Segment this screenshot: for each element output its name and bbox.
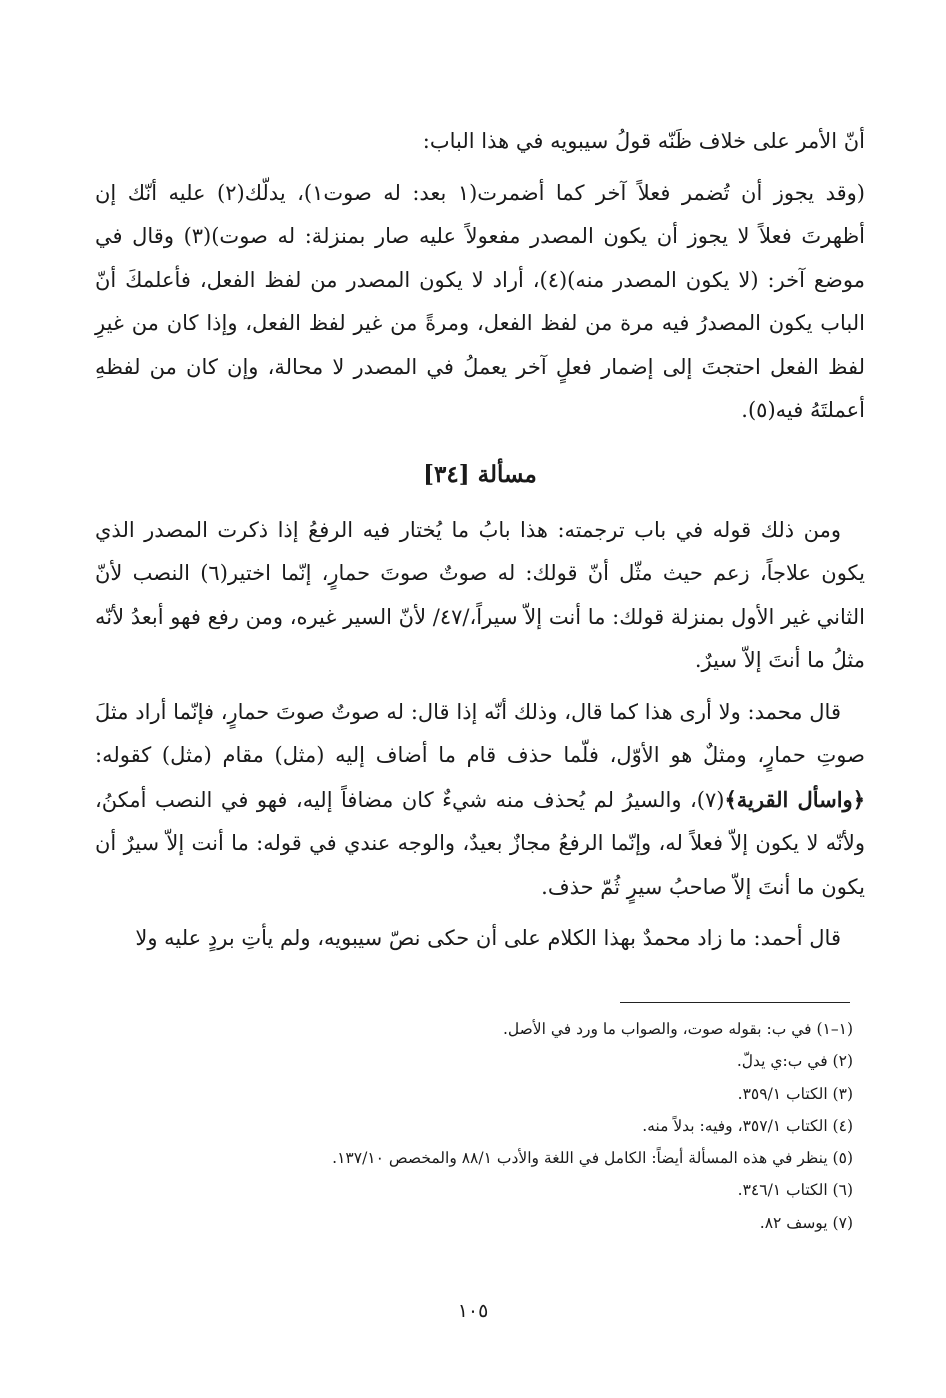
paragraph-2-end: (٧)، والسيرُ لم يُحذف منه شيءٌ كان مضافاً إليه، فهو في النصب أمكنُ، ولأنّه لا يكون إلاّ فعلاً له، وإنّما الرفعُ مجازٌ بعيدٌ، والوجه عندي في قوله: ما أنت إلاّ سيرٌ أن يكون ما أنتَ إلاّ صاحبُ سيرٍ ثُمّ حذف.	[95, 787, 865, 899]
footnote-item: (٣) الكتاب ٣٥٩/١.	[737, 1084, 853, 1103]
footnote-item: (٢) في ب:ي يدلّ.	[736, 1052, 853, 1071]
paragraph-1: ومن ذلك قوله في باب ترجمته: هذا بابُ ما يُختار فيه الرفعُ إذا ذكرت المصدر الذي يكون علاجاً، زعم حيث مثّل أنّ قولك: له صوتٌ صوتَ حمارٍ، إنّما اختير(٦) النصب لأنّ الثاني غير الأول بمنزلة قولك: ما أنت إلاّ سيراً،/٤٧/ لأنّ السير غيره، ومن رفع فهو أبعدُ لأنّه مثلُ ما أنتَ إلاّ سيرٌ.	[95, 517, 866, 672]
footnote-item: (٦) الكتاب ٣٤٦/١.	[737, 1181, 853, 1200]
quoted-passage: (وقد يجوز أن تُضمر فعلاً آخر كما أضمرت(١ بعد: له صوت١)، يدلّك(٢) عليه أنّك إن أظهرتَ فعلاً لا يجوز أن يكون المصدر مفعولاً عليه صار بمنزلة: له صوت)(٣) وقال في موضع آخر: (لا يكون المصدر منه)(٤)، أراد لا يكون المصدر من لفظ الفعل، فأعلمكَ أنّ الباب يكون المصدرُ فيه مرة من لفظ الفعل، ومرةً من غير لفظ الفعل، وإذا كان من غيرِ لفظ الفعل احتجتَ إلى إضمار فعلٍ آخر يعملُ في المصدر لا محالة، وإن كان من لفظهِ أعملتَهُ فيه(٥).	[95, 180, 865, 422]
footnotes	[95, 1013, 865, 1239]
intro-line: أنّ الأمر على خلاف ظَنّه قولُ سيبويه في هذا الباب:	[422, 129, 865, 153]
footnote-item: (٤) الكتاب ٣٥٧/١، وفيه: بدلاً منه.	[642, 1116, 853, 1135]
paragraph-2-start: قال محمد: ولا أرى هذا كما قال، وذلك أنّه إذا قال: له صوتٌ صوتَ حمارٍ، فإنّما أراد مثلَ صوتِ حمارٍ، ومثلٌ هو الأوّل، فلّما حذف قام ما أضاف إليه (مثل) مقام (مثل) كقوله:	[95, 699, 865, 767]
main-text	[95, 120, 865, 961]
footnote-item: (٥) ينظر في هذه المسألة أيضاً: الكامل في اللغة والأدب ٨٨/١ والمخصص ١٣٧/١٠.	[332, 1149, 853, 1168]
quran-citation: ﴿واسأل القرية﴾	[724, 786, 865, 812]
section-heading: مسألة [٣٤]	[423, 460, 537, 488]
page-number: ١٠٥	[457, 1300, 489, 1322]
footnote-separator	[620, 1002, 850, 1003]
paragraph-2	[95, 691, 865, 910]
footnote-item: (٧) يوسف ٨٢.	[759, 1213, 853, 1232]
footnote-item: (١–١) في ب: بقوله صوت، والصواب ما ورد في الأصل.	[502, 1020, 853, 1038]
paragraph-3: قال أحمد: ما زاد محمدٌ بهذا الكلام على أن حكى نصّ سيبويه، ولم يأتِ بردٍ عليه ولا	[135, 926, 841, 950]
